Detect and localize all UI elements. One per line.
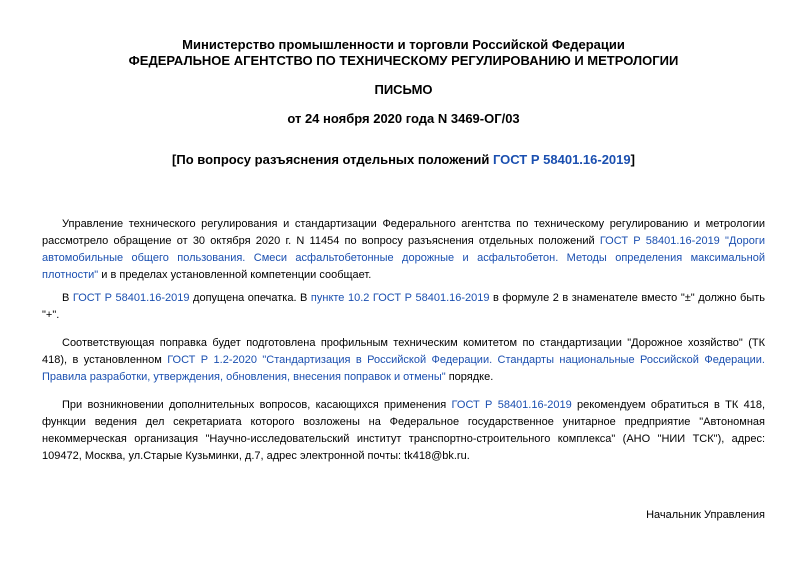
signature-title: Начальник Управления (646, 509, 765, 521)
paragraph-2-text-3: в формуле 2 в знаменателе вместо "±" должно быть "+". (42, 292, 765, 321)
paragraph-1-text-1: Управление технического регулирования и стандартизации Федерального агентства по техническому регулированию и метрологии рассмотрело обращение от 30 октября 2020 г. N 11454 по вопросу разъяснения отдельных положений (42, 218, 765, 247)
subject-suffix: ] (630, 152, 635, 167)
gost-58401-application-link[interactable]: ГОСТ Р 58401.16-2019 (451, 399, 572, 411)
gost-58401-link[interactable]: ГОСТ Р 58401.16-2019 (72, 292, 190, 304)
paragraph-3-text-1: Соответствующая поправка будет подготовлена профильным техническим комитетом по стандартизации "Дорожное хозяйство" (ТК 418), в установленном (42, 337, 765, 366)
paragraph-1-text-2: и в пределах установленной компетенции сообщает. (98, 269, 372, 281)
subject-prefix: [По вопросу разъяснения отдельных положений (172, 152, 493, 167)
subject-gost-link[interactable]: ГОСТ Р 58401.16-2019 (492, 152, 631, 167)
paragraph-3-text-2: порядке. (445, 371, 494, 383)
paragraph-4-text-2: рекомендуем обратиться в ТК 418, функции ведения дел секретариата которого возложены на Федеральное государственное унитарное предприятие "Автономная некоммерческая организация "Научно-исследовательский институт транспортно-строительного комплекса" (АНО "НИИ ТСК"), адрес: 109472, Москва, ул.Старые Кузьминки, д.7, адрес электронной почты: tk418@bk.ru. (42, 399, 766, 462)
paragraph-2-text-1: В (62, 292, 73, 304)
gost-58401-full-title-link[interactable]: ГОСТ Р 58401.16-2019 "Дороги автомобильные общего пользования. Смеси асфальтобетонные дорожные и асфальтобетон. Методы определения максимальной плотности" (42, 235, 766, 281)
gost-1-2-2020-link[interactable]: ГОСТ Р 1.2-2020 "Стандартизация в Российской Федерации. Стандарты национальные Российской Федерации. Правила разработки, утверждения, обновления, внесения поправок и отмены" (42, 354, 765, 383)
paragraph-3 (42, 335, 765, 386)
paragraph-4 (42, 397, 765, 465)
subject-heading (0, 152, 807, 168)
paragraph-2-text-2: допущена опечатка. В (189, 292, 311, 304)
date-number-heading: от 24 ноября 2020 года N 3469-ОГ/03 (287, 111, 520, 126)
paragraph-4-text-1: При возникновении дополнительных вопросов, касающихся применения (62, 399, 452, 411)
ministry-heading: Министерство промышленности и торговли Российской Федерации (182, 37, 625, 52)
agency-heading: ФЕДЕРАЛЬНОЕ АГЕНТСТВО ПО ТЕХНИЧЕСКОМУ РЕГУЛИРОВАНИЮ И МЕТРОЛОГИИ (128, 53, 679, 68)
clause-10-2-link[interactable]: пункте 10.2 ГОСТ Р 58401.16-2019 (310, 292, 490, 304)
document-type-heading: ПИСЬМО (374, 82, 433, 97)
paragraph-1 (42, 216, 765, 284)
paragraph-2 (42, 290, 765, 324)
